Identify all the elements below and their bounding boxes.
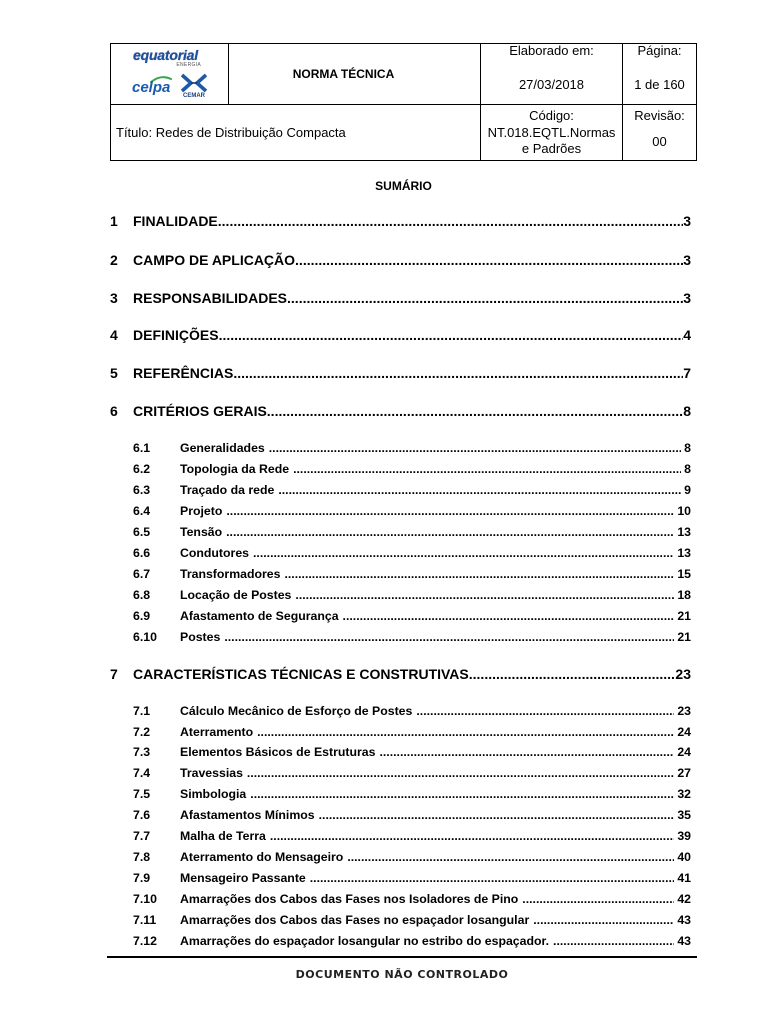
toc-entry-number: 6.1 xyxy=(133,441,151,455)
dot-leader xyxy=(319,807,675,823)
toc-subentry[interactable] xyxy=(133,849,691,865)
titulo-cell xyxy=(111,105,480,160)
toc-entry-page: 27 xyxy=(677,766,691,780)
toc-entry-title: Mensageiro Passante xyxy=(180,871,306,885)
toc-entry-page: 3 xyxy=(683,290,691,306)
toc-entry-page: 32 xyxy=(677,787,691,801)
toc-entry-number: 6.5 xyxy=(133,525,151,539)
toc-subentry[interactable] xyxy=(133,744,691,760)
dot-leader xyxy=(218,212,683,230)
toc-entry-title: Simbologia xyxy=(180,787,247,801)
toc-entry-number: 7.3 xyxy=(133,745,151,759)
toc-subentry[interactable] xyxy=(133,933,691,949)
dot-leader xyxy=(219,326,684,344)
toc-entry-page: 43 xyxy=(677,934,691,948)
toc-entry-title: Locação de Postes xyxy=(180,588,292,602)
dot-leader xyxy=(257,724,674,740)
toc-entry-page: 8 xyxy=(684,441,691,455)
logo-cell xyxy=(111,44,228,104)
toc-subentry[interactable] xyxy=(133,482,691,498)
toc-entry-number: 6.7 xyxy=(133,567,151,581)
revisao-cell xyxy=(623,105,696,160)
toc-entry-number: 6.2 xyxy=(133,462,151,476)
dot-leader xyxy=(293,461,681,477)
dot-leader xyxy=(295,251,683,269)
toc-entry-page: 3 xyxy=(683,213,691,229)
dot-leader xyxy=(250,786,674,802)
toc-entry-title: Projeto xyxy=(180,504,223,518)
toc-subentry[interactable] xyxy=(133,545,691,561)
codigo-cell xyxy=(481,105,622,160)
toc-entry-title: Afastamento de Segurança xyxy=(180,609,339,623)
pagina-cell xyxy=(623,44,696,104)
doc-type-cell xyxy=(229,44,480,104)
codigo-label: Código: xyxy=(529,108,574,123)
dot-leader xyxy=(267,402,683,420)
toc-entry-page: 41 xyxy=(677,871,691,885)
toc-entry-title: Malha de Terra xyxy=(180,829,266,843)
toc-entry-title: Afastamentos Mínimos xyxy=(180,808,315,822)
dot-leader xyxy=(347,849,674,865)
toc-entry-page: 8 xyxy=(683,403,691,419)
toc-entry-title: REFERÊNCIAS xyxy=(133,365,234,381)
toc-entry[interactable] xyxy=(110,402,691,420)
toc-entry[interactable] xyxy=(110,665,691,683)
toc-entry-page: 24 xyxy=(677,725,691,739)
dot-leader xyxy=(287,289,683,307)
revisao-value: 00 xyxy=(652,134,667,149)
toc-entry-page: 21 xyxy=(677,609,691,623)
dot-leader xyxy=(247,765,674,781)
toc-entry-page: 42 xyxy=(677,892,691,906)
dot-leader xyxy=(310,870,675,886)
footer-divider xyxy=(107,956,697,958)
toc-subentry[interactable] xyxy=(133,912,691,928)
codigo-value: NT.018.EQTL.Normas e Padrões xyxy=(487,125,616,156)
toc-subentry[interactable] xyxy=(133,629,691,645)
toc-entry-title: Postes xyxy=(180,630,221,644)
toc-entry-number: 7.6 xyxy=(133,808,151,822)
toc-entry-title: Aterramento xyxy=(180,725,254,739)
toc-entry-page: 7 xyxy=(683,365,691,381)
toc-entry-number: 2 xyxy=(110,252,118,268)
toc-subentry[interactable] xyxy=(133,765,691,781)
pagina-label: Página: xyxy=(637,43,682,58)
celpa-logo: celpa xyxy=(132,79,171,96)
toc-entry-number: 6.10 xyxy=(133,630,157,644)
toc-entry[interactable] xyxy=(110,289,691,307)
toc-subentry[interactable] xyxy=(133,503,691,519)
elaborado-label: Elaborado em: xyxy=(509,43,594,58)
toc-entry-number: 5 xyxy=(110,365,118,381)
toc-entry-title: Amarrações dos Cabos das Fases nos Isoladores de Pino xyxy=(180,892,519,906)
toc-entry-number: 1 xyxy=(110,213,118,229)
toc-entry-page: 3 xyxy=(683,252,691,268)
toc-entry-page: 13 xyxy=(677,525,691,539)
dot-leader xyxy=(270,828,674,844)
dot-leader xyxy=(253,545,674,561)
toc-subentry[interactable] xyxy=(133,870,691,886)
toc-entry-number: 7.10 xyxy=(133,892,157,906)
toc-subentry[interactable] xyxy=(133,566,691,582)
toc-entry[interactable] xyxy=(110,364,691,382)
dot-leader xyxy=(295,587,674,603)
footer-notice: DOCUMENTO NÃO CONTROLADO xyxy=(295,968,509,981)
dot-leader xyxy=(343,608,675,624)
toc-entry-page: 4 xyxy=(683,327,691,343)
toc-entry-page: 21 xyxy=(677,630,691,644)
toc-entry-number: 7 xyxy=(110,666,118,682)
toc-entry-page: 9 xyxy=(684,483,691,497)
dot-leader xyxy=(233,364,683,382)
doc-type: NORMA TÉCNICA xyxy=(292,67,395,81)
pagina-value: 1 de 160 xyxy=(634,77,685,92)
dot-leader xyxy=(469,665,676,683)
toc-subentry[interactable] xyxy=(133,608,691,624)
toc-entry-page: 40 xyxy=(677,850,691,864)
toc-entry-page: 18 xyxy=(677,588,691,602)
dot-leader xyxy=(269,440,681,456)
toc-entry-number: 6.4 xyxy=(133,504,151,518)
document-header-table xyxy=(110,43,697,161)
toc-entry-title: Tensão xyxy=(180,525,223,539)
toc-subentry[interactable] xyxy=(133,807,691,823)
toc-entry-page: 8 xyxy=(684,462,691,476)
toc-subentry[interactable] xyxy=(133,724,691,740)
toc-entry-title: Generalidades xyxy=(180,441,265,455)
toc-entry-title: Amarrações do espaçador losangular no estribo do espaçador. xyxy=(180,934,550,948)
toc-entry-title: Traçado da rede xyxy=(180,483,275,497)
toc-entry-page: 13 xyxy=(677,546,691,560)
toc-entry-number: 7.2 xyxy=(133,725,151,739)
toc-subentry[interactable] xyxy=(133,524,691,540)
toc-subentry[interactable] xyxy=(133,703,691,719)
toc-entry-page: 35 xyxy=(677,808,691,822)
toc-entry-number: 6 xyxy=(110,403,118,419)
toc-entry-page: 39 xyxy=(677,829,691,843)
toc-entry-number: 7.8 xyxy=(133,850,151,864)
toc-entry-number: 7.12 xyxy=(133,934,157,948)
toc-entry[interactable] xyxy=(110,326,691,344)
dot-leader xyxy=(226,524,674,540)
toc-entry-title: CARACTERÍSTICAS TÉCNICAS E CONSTRUTIVAS xyxy=(133,666,469,682)
toc-entry-number: 7.7 xyxy=(133,829,151,843)
dot-leader xyxy=(522,891,674,907)
toc-subentry[interactable] xyxy=(133,440,691,456)
dot-leader xyxy=(533,912,674,928)
toc-entry-page: 23 xyxy=(675,666,691,682)
toc-entry-page: 10 xyxy=(677,504,691,518)
toc-entry-title: Travessias xyxy=(180,766,243,780)
toc-entry-number: 6.8 xyxy=(133,588,151,602)
toc-entry-number: 7.9 xyxy=(133,871,151,885)
dot-leader xyxy=(284,566,674,582)
toc-entry-title: CRITÉRIOS GERAIS xyxy=(133,403,267,419)
toc-entry-title: Amarrações dos Cabos das Fases no espaçador losangular xyxy=(180,913,530,927)
toc-entry-page: 43 xyxy=(677,913,691,927)
toc-heading: SUMÁRIO xyxy=(375,179,432,193)
toc-entry-number: 7.1 xyxy=(133,704,151,718)
toc-entry-title: Topologia da Rede xyxy=(180,462,290,476)
toc-entry-number: 7.11 xyxy=(133,913,157,927)
toc-entry-number: 7.5 xyxy=(133,787,151,801)
toc-entry[interactable] xyxy=(110,251,691,269)
dot-leader xyxy=(278,482,681,498)
toc-subentry[interactable] xyxy=(133,786,691,802)
toc-entry-number: 7.4 xyxy=(133,766,151,780)
dot-leader xyxy=(416,703,674,719)
toc-entry-title: Condutores xyxy=(180,546,249,560)
dot-leader xyxy=(226,503,674,519)
toc-entry-number: 6.9 xyxy=(133,609,151,623)
elaborado-cell xyxy=(481,44,622,104)
toc-subentry[interactable] xyxy=(133,461,691,477)
toc-entry-page: 24 xyxy=(677,745,691,759)
cemar-logo-icon xyxy=(180,73,208,93)
toc-entry[interactable] xyxy=(110,212,691,230)
equatorial-logo-subtitle: ENERGIA xyxy=(176,62,201,68)
dot-leader xyxy=(379,744,674,760)
document-title: Título: Redes de Distribuição Compacta xyxy=(116,125,346,140)
revisao-label: Revisão: xyxy=(634,108,685,123)
elaborado-date: 27/03/2018 xyxy=(518,77,585,92)
equatorial-logo: equatorial xyxy=(133,47,198,63)
toc-entry-title: Elementos Básicos de Estruturas xyxy=(180,745,376,759)
dot-leader xyxy=(553,933,674,949)
toc-entry-title: FINALIDADE xyxy=(133,213,218,229)
toc-entry-title: CAMPO DE APLICAÇÃO xyxy=(133,252,296,268)
toc-entry-title: Aterramento do Mensageiro xyxy=(180,850,344,864)
toc-subentry[interactable] xyxy=(133,828,691,844)
toc-entry-title: Transformadores xyxy=(180,567,281,581)
dot-leader xyxy=(224,629,674,645)
toc-entry-number: 6.6 xyxy=(133,546,151,560)
toc-entry-page: 23 xyxy=(677,704,691,718)
toc-entry-title: Cálculo Mecânico de Esforço de Postes xyxy=(180,704,413,718)
toc-entry-number: 4 xyxy=(110,327,118,343)
toc-entry-title: DEFINIÇÕES xyxy=(133,327,219,343)
cemar-logo-text: CEMAR xyxy=(183,93,205,99)
toc-entry-title: RESPONSABILIDADES xyxy=(133,290,288,306)
toc-entry-number: 6.3 xyxy=(133,483,151,497)
toc-entry-page: 15 xyxy=(677,567,691,581)
toc-entry-number: 3 xyxy=(110,290,118,306)
toc-subentry[interactable] xyxy=(133,587,691,603)
toc-subentry[interactable] xyxy=(133,891,691,907)
